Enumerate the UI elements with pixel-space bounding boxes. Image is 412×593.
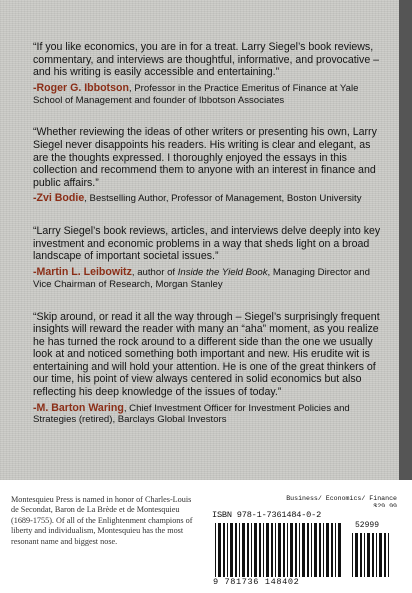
endorsement-ibbotson bbox=[33, 41, 385, 106]
addon-barcode-bars bbox=[352, 533, 392, 577]
publisher-note: Montesquieu Press is named in honor of Charles-Louis de Secondat, Baron de La Brède et de Montesquieu (1689-1755). Of all of the Enlightenment champions of liberty and individualism, Montesquieu has the most resonant name and biggest nose. bbox=[11, 495, 193, 546]
endorser-credit: , Chief Investment Officer for Investment Policies and Strategies (retired), Barclays Global Investors bbox=[33, 402, 350, 426]
endorser-credit: , Bestselling Author, Professor of Management, Boston University bbox=[84, 193, 362, 205]
endorsements bbox=[33, 41, 385, 446]
endorser-credit-continued: , Managing Director and Vice Chairman of Research, Morgan Stanley bbox=[33, 266, 370, 290]
ean-barcode-bars bbox=[215, 523, 345, 577]
endorsement-attribution bbox=[33, 83, 385, 107]
book-title: Inside the Yield Book bbox=[177, 266, 268, 278]
isbn-barcode bbox=[209, 507, 399, 593]
endorser-credit: , Professor in the Practice Emeritus of Finance at Yale School of Management and founder of Ibbotson Associates bbox=[33, 82, 359, 106]
addon-code: 52999 bbox=[355, 521, 380, 530]
endorsement-attribution bbox=[33, 403, 385, 427]
category-label: Business/ Economics/ Finance bbox=[286, 495, 397, 502]
endorsement-waring bbox=[33, 311, 385, 427]
endorser-name: -M. Barton Waring bbox=[33, 401, 124, 414]
endorsement-bodie bbox=[33, 126, 385, 205]
endorser-name: -Zvi Bodie bbox=[33, 192, 85, 205]
barcode-digits: 9 781736 148402 bbox=[213, 577, 300, 587]
endorser-credit: , author of bbox=[131, 266, 178, 278]
isbn-label: ISBN 978-1-7361484-0-2 bbox=[212, 510, 322, 520]
endorsement-leibowitz bbox=[33, 225, 385, 290]
cover-footer bbox=[0, 480, 412, 593]
endorsement-quote: “Skip around, or read it all the way through – Siegel’s surprisingly frequent insights will reward the reader with many an “aha” moment, as you realize he has turned the rock around to a different side than the one we usually look at and noticed something both important and new. His erudite wit is entertaining and will hold your attention. He is one of the great thinkers of our time, his point of view always centered in solid economics but also reflecting his deep knowledge of the issues of today.” bbox=[33, 310, 380, 399]
endorsement-quote: “If you like economics, you are in for a treat. Larry Siegel’s book reviews, commentary, and interviews are thoughtful, informative, and provocative – and his writing is easily accessible and entertaining.” bbox=[33, 41, 380, 79]
endorsement-attribution bbox=[33, 193, 385, 205]
endorser-name: -Martin L. Leibowitz bbox=[33, 265, 132, 278]
endorsement-attribution bbox=[33, 267, 385, 291]
endorsement-quote: “Larry Siegel’s book reviews, articles, and interviews delve deeply into key investment and economic problems in a way that sheds light on a broad landscape of important societal issues.” bbox=[33, 225, 381, 263]
endorsement-quote: “Whether reviewing the ideas of other writers or presenting his own, Larry Siegel never disappoints his readers. His writing is clear and elegant, as are the thoughts expressed. I thoroughly enjoyed the essays in this collection and recommend them to anyone with an interest in finance and public affairs.” bbox=[33, 126, 377, 189]
endorser-name: -Roger G. Ibbotson bbox=[33, 81, 129, 94]
